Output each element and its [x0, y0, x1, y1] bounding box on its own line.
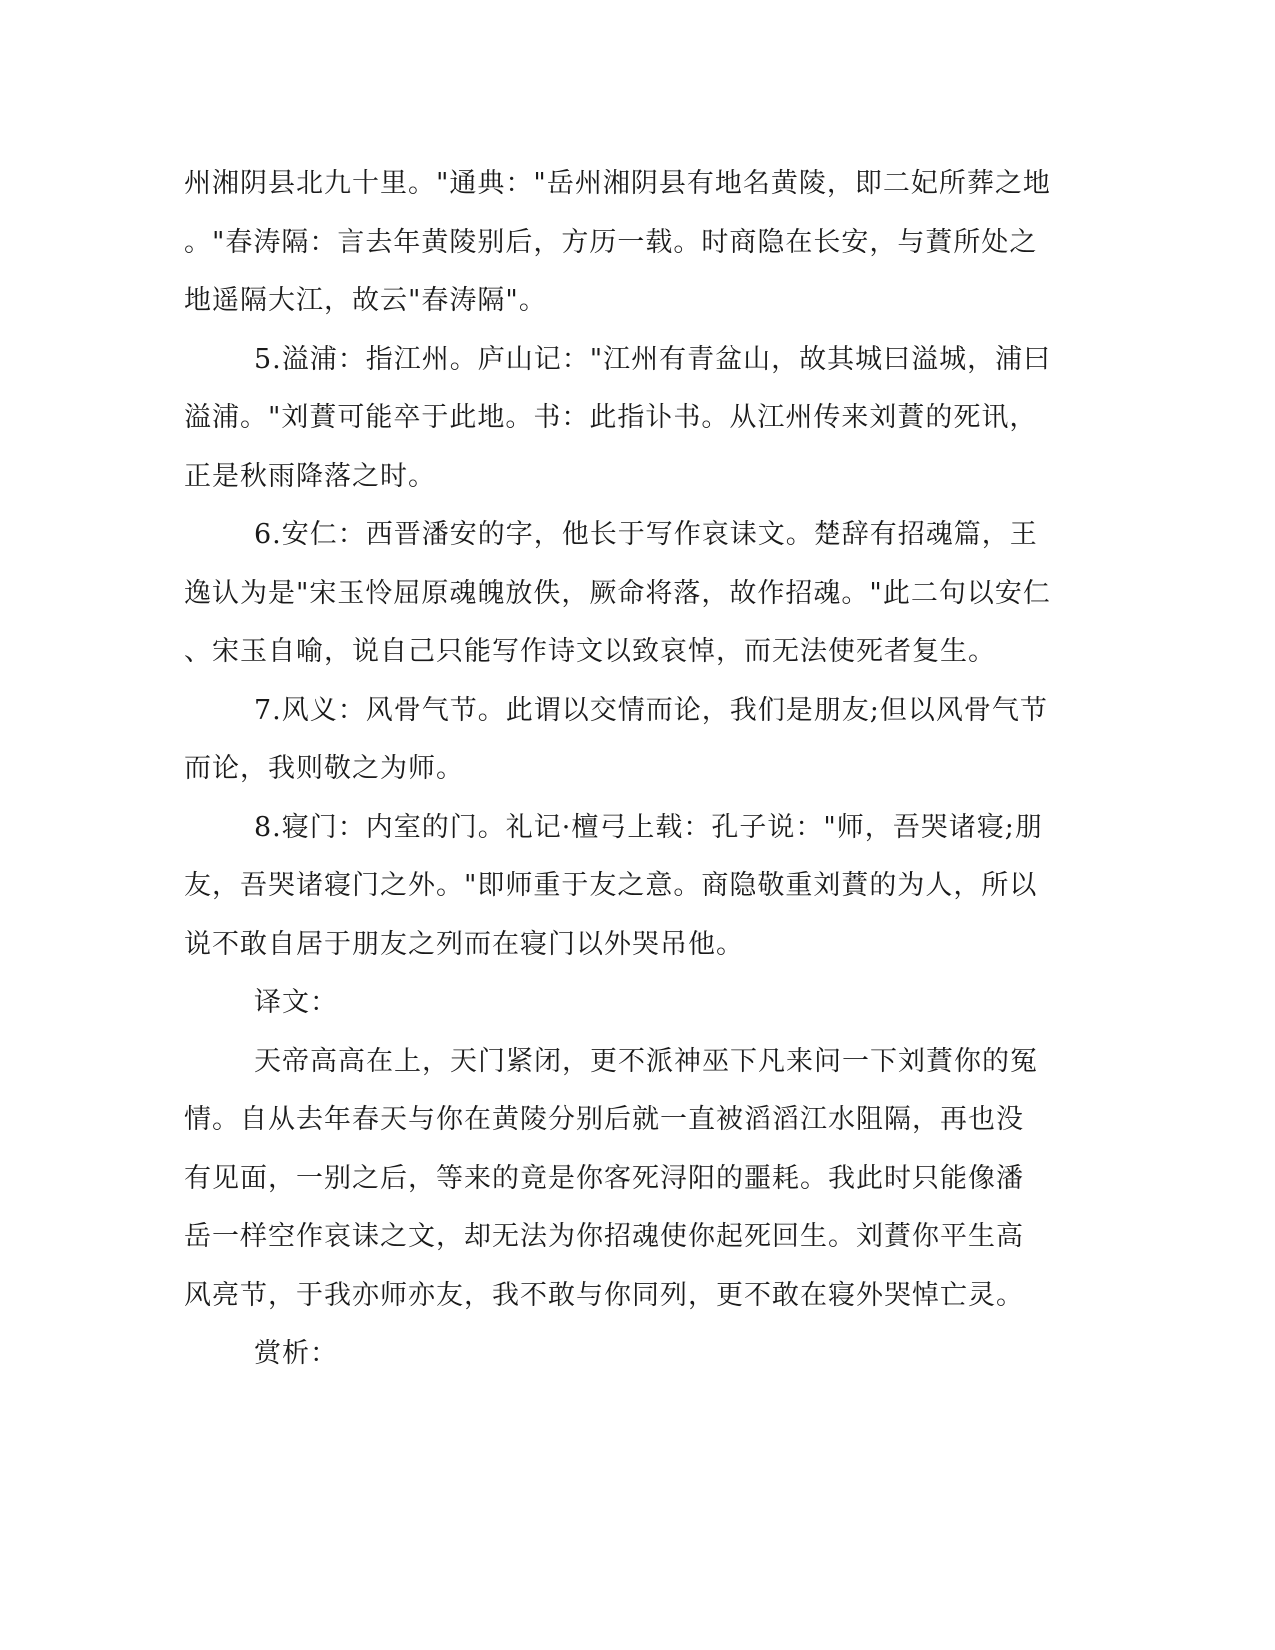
- text-line: 说不敢自居于朋友之列而在寝门以外哭吊他。: [184, 928, 744, 960]
- text-line: 、宋玉自喻，说自己只能写作诗文以致哀悼，而无法使死者复生。: [184, 636, 996, 667]
- note-8-line: 8.寝门：内室的门。礼记·檀弓上载：孔子说："师，吾哭诸寝;朋: [254, 811, 1043, 843]
- text-line: 风亮节，于我亦师亦友，我不敢与你同列，更不敢在寝外哭悼亡灵。: [184, 1279, 1024, 1311]
- note-5-line: 5.溢浦：指江州。庐山记："江州有青盆山，故其城曰溢城，浦曰: [254, 343, 1052, 375]
- text-line: 。"春涛隔：言去年黄陵别后，方历一载。时商隐在长安，与蕡所处之: [184, 226, 1038, 258]
- document-body: [184, 155, 1052, 1384]
- translation-heading: 译文：: [254, 987, 338, 1018]
- text-line: 友，吾哭诸寝门之外。"即师重于友之意。商隐敬重刘蕡的为人，所以: [184, 870, 1038, 901]
- translation-line: 天帝高高在上，天门紧闭，更不派神巫下凡来问一下刘蕡你的冤: [254, 1045, 1038, 1077]
- text-line: 逸认为是"宋玉怜屈原魂魄放佚，厥命将落，故作招魂。"此二句以安仁: [184, 577, 1051, 609]
- text-line: 地遥隔大江，故云"春涛隔"。: [184, 285, 547, 316]
- text-line: 州湘阴县北九十里。"通典："岳州湘阴县有地名黄陵，即二妃所葬之地: [184, 168, 1051, 199]
- note-7-line: 7.风义：风骨气节。此谓以交情而论，我们是朋友;但以风骨气节: [254, 694, 1048, 726]
- text-line: 溢浦。"刘蕡可能卒于此地。书：此指讣书。从江州传来刘蕡的死讯，: [184, 402, 1038, 433]
- text-line: 情。自从去年春天与你在黄陵分别后就一直被滔滔江水阻隔，再也没: [184, 1104, 1024, 1135]
- text-line: 岳一样空作哀诔之文，却无法为你招魂使你起死回生。刘蕡你平生高: [184, 1221, 1024, 1252]
- text-line: 有见面，一别之后，等来的竟是你客死浔阳的噩耗。我此时只能像潘: [184, 1162, 1024, 1194]
- note-6-line: 6.安仁：西晋潘安的字，他长于写作哀诔文。楚辞有招魂篇，王: [254, 519, 1038, 550]
- text-line: 正是秋雨降落之时。: [184, 460, 436, 492]
- appreciation-heading: 赏析：: [254, 1338, 338, 1369]
- text-line: 而论，我则敬之为师。: [184, 753, 464, 784]
